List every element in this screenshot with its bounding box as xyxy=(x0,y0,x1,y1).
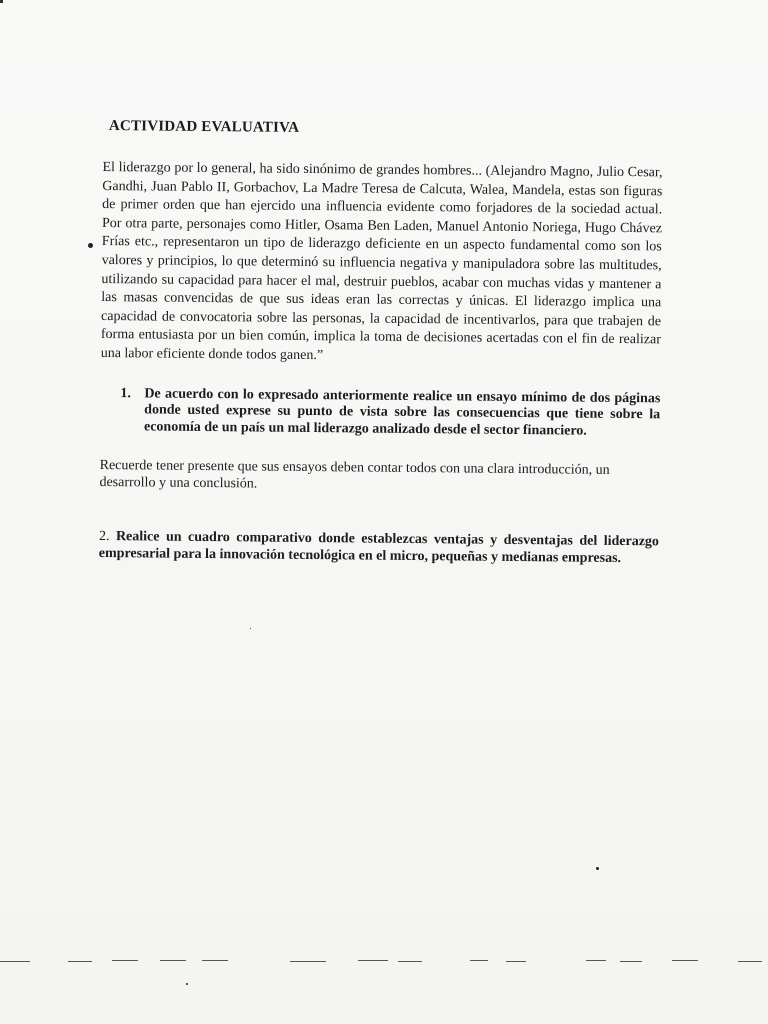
dash-segment xyxy=(470,960,488,961)
dash-segment xyxy=(68,961,92,962)
question-1-number: 1. xyxy=(120,385,131,401)
dash-segment xyxy=(672,960,698,961)
document-title: ACTIVIDAD EVALUATIVA xyxy=(108,118,300,136)
question-2-number: 2. xyxy=(98,529,110,545)
question-1-text: De acuerdo con lo expresado anteriormente realice un ensayo mínimo de dos páginas donde usted exprese su punto de vista sobre las consecuencias que tiene sobre la economía de un país un mal liderazgo analizado desde el sector financiero. xyxy=(143,385,661,439)
question-2-text: Realice un cuadro comparativo donde establezcas ventajas y desventajas del liderazgo empresarial para la innovación tecnológica en el micro, pequeñas y medianas empresas. xyxy=(98,529,660,566)
dash-segment xyxy=(0,961,30,962)
question-1 xyxy=(120,386,660,441)
document-body xyxy=(99,118,663,567)
dash-segment xyxy=(398,961,422,962)
dash-segment xyxy=(290,961,326,962)
question-2 xyxy=(99,529,659,567)
dash-segment xyxy=(202,960,228,961)
dash-segment xyxy=(506,961,526,962)
dash-segment xyxy=(358,960,388,961)
ink-speck xyxy=(250,628,251,629)
dash-segment xyxy=(112,960,138,961)
dash-segment xyxy=(738,961,762,962)
intro-paragraph: El liderazgo por lo general, ha sido sinónimo de grandes hombres... (Alejandro Magno, Julio Cesar, Gandhi, Juan Pablo II, Gorbachov, La Madre Teresa de Calcuta, Walea, Mandela, estas son figuras de primer orden que han ejercido una influencia evidente como forjadores de la sociedad actual. Por otra parte, personajes como Hitler, Osama Ben Laden, Manuel Antonio Noriega, Hugo Chávez Frías etc., representaron un tipo de liderazgo deficiente en un aspecto fundamental como son los valores y principios, lo que determinó su influencia negativa y manipuladora sobre las multitudes, utilizando su capacidad para hacer el mal, destruir pueblos, acabar con muchas vidas y mantener a las masas convencidas de que sus ideas eran las correctas y únicas. El liderazgo implica una capacidad de convocatoria sobre las personas, la capacidad de incentivarlos, para que trabajen de forma entusiasta por un bien común, implica la toma de decisiones acertadas con el fin de realizar una labor eficiente donde todos ganen.” xyxy=(100,159,663,364)
corner-mark xyxy=(0,0,3,3)
ink-speck xyxy=(596,867,599,870)
dash-segment xyxy=(160,960,186,961)
dash-segment xyxy=(620,961,642,962)
ink-speck xyxy=(88,243,93,248)
bottom-dashed-line xyxy=(0,960,768,964)
dash-segment xyxy=(586,960,606,961)
ink-speck xyxy=(186,983,188,985)
reminder-paragraph: Recuerde tener presente que sus ensayos deben contar todos con una clara introducción, un desarrollo y una conclusión. xyxy=(99,458,610,492)
